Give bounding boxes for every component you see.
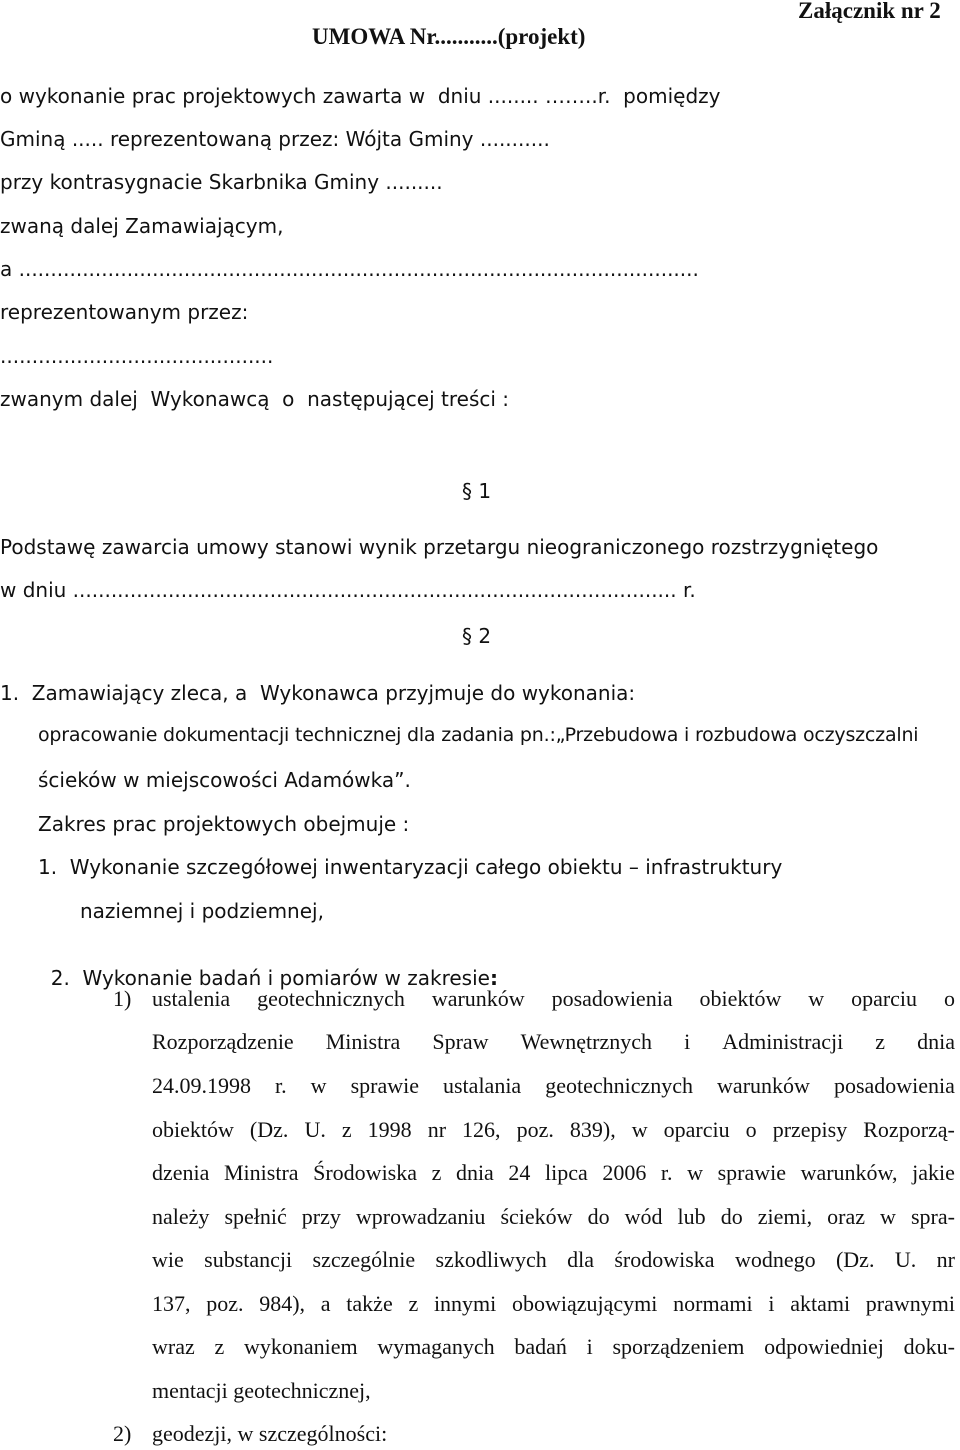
word: wprowadzaniu	[355, 1204, 486, 1229]
intro-line-4: zwaną dalej Zamawiającym,	[0, 214, 284, 238]
sub-item-1-number: 1)	[113, 986, 132, 1011]
section-2-item-1: 1. Zamawiający zleca, a Wykonawca przyjmuje do wykonania:	[0, 681, 636, 705]
word: wymaganych	[377, 1334, 495, 1359]
word: wód	[624, 1204, 663, 1229]
intro-line-8: zwanym dalej Wykonawcą o następującej treści :	[0, 387, 510, 411]
word: ziemi,	[757, 1204, 813, 1229]
word: i	[684, 1029, 691, 1054]
word: 24.09.1998	[152, 1073, 251, 1098]
word: przy	[301, 1204, 341, 1229]
word: spełnić	[224, 1204, 287, 1229]
word: wodnego	[734, 1247, 816, 1272]
intro-line-5: a ...........................................................................................................	[0, 257, 699, 281]
word: (Dz.	[835, 1247, 875, 1272]
word: z	[214, 1334, 225, 1359]
intro-line-7: ...........................................	[0, 344, 274, 368]
word: szczególnie	[312, 1247, 416, 1272]
word: aktami	[790, 1291, 851, 1316]
word: dla	[567, 1247, 594, 1272]
attachment-label: Załącznik nr 2	[798, 0, 941, 23]
word: obowiązującymi	[512, 1291, 658, 1316]
word: z	[431, 1160, 442, 1185]
word: w	[880, 1204, 896, 1229]
word: sprawie	[717, 1160, 786, 1185]
word: 839),	[569, 1117, 616, 1142]
scope-item-2	[38, 942, 498, 990]
word: dnia	[455, 1160, 494, 1185]
word: prawnymi	[865, 1291, 955, 1316]
word: 24	[508, 1160, 531, 1185]
word: obiektów	[699, 986, 782, 1011]
word: posadowienia	[833, 1073, 955, 1098]
word: lipca	[544, 1160, 588, 1185]
word: należy	[152, 1204, 210, 1229]
word: ustalenia	[152, 986, 231, 1011]
word: 126,	[462, 1117, 501, 1142]
word: z	[341, 1117, 352, 1142]
word: ustalania	[443, 1073, 522, 1098]
sub-item-1-line-1	[152, 986, 955, 1012]
word: 137,	[152, 1291, 191, 1316]
word: Środowiska	[313, 1160, 418, 1185]
word: warunków	[431, 986, 525, 1011]
word: i	[768, 1291, 775, 1316]
section-1-mark: § 1	[462, 479, 492, 503]
word: nr	[427, 1117, 447, 1142]
word: nr	[936, 1247, 955, 1272]
word: wraz	[152, 1334, 195, 1359]
sub-item-2-text: geodezji, w szczególności:	[152, 1421, 388, 1446]
section-2-mark: § 2	[462, 624, 492, 648]
word: przepisy	[772, 1117, 848, 1142]
word: 1998	[367, 1117, 412, 1142]
scope-intro: Zakres prac projektowych obejmuje :	[38, 812, 410, 836]
word: warunków	[717, 1073, 810, 1098]
word: sporządzeniem	[612, 1334, 745, 1359]
scope-item-1-line-1: 1. Wykonanie szczegółowej inwentaryzacji całego obiektu – infrastruktury	[38, 855, 783, 879]
section-1-text-line-1: Podstawę zawarcia umowy stanowi wynik przetargu nieograniczonego rozstrzygniętego	[0, 535, 879, 559]
word: badań	[514, 1334, 567, 1359]
word: do	[587, 1204, 610, 1229]
word: Rozporządzenie	[152, 1029, 294, 1054]
word: o	[745, 1117, 757, 1142]
word: normami	[673, 1291, 753, 1316]
word: oparciu	[851, 986, 918, 1011]
sub-item-1-line-3	[152, 1073, 955, 1099]
scope-item-2-text: 2. Wykonanie badań i pomiarów w zakresie	[50, 966, 490, 990]
word: szkodliwych	[435, 1247, 547, 1272]
sub-item-1-line-5	[152, 1160, 955, 1186]
scope-item-1-line-2: naziemnej i podziemnej,	[80, 899, 324, 923]
word: w	[808, 986, 825, 1011]
section-1-text-line-2: w dniu ............................................................................................... r.	[0, 578, 696, 602]
word: U.	[304, 1117, 326, 1142]
word: r.	[275, 1073, 287, 1098]
word: jakie	[912, 1160, 955, 1185]
word: r.	[660, 1160, 673, 1185]
word: o	[943, 986, 955, 1011]
word: Spraw	[432, 1029, 489, 1054]
word: geotechnicznych	[545, 1073, 694, 1098]
word: w	[310, 1073, 327, 1098]
intro-line-6: reprezentowanym przez:	[0, 300, 249, 324]
word: dzenia	[152, 1160, 210, 1185]
word: Rozporzą-	[863, 1117, 955, 1142]
word: 984),	[259, 1291, 306, 1316]
word: posadowienia	[551, 986, 673, 1011]
task-description-line-1: opracowanie dokumentacji technicznej dla zadania pn.:„Przebudowa i rozbudowa oczyszczalni	[38, 724, 919, 746]
word: U.	[894, 1247, 917, 1272]
intro-line-3: przy kontrasygnacie Skarbnika Gminy .........	[0, 170, 443, 194]
word: także	[346, 1291, 393, 1316]
word: Administracji	[722, 1029, 844, 1054]
word: spra-	[910, 1204, 955, 1229]
word: Ministra	[223, 1160, 299, 1185]
word: środowiska	[614, 1247, 715, 1272]
word: poz.	[206, 1291, 244, 1316]
sub-item-1-line-6	[152, 1204, 955, 1230]
sub-item-1-line-9	[152, 1334, 955, 1360]
sub-item-1-line-4	[152, 1117, 955, 1143]
word: z	[875, 1029, 886, 1054]
intro-line-2: Gminą ..... reprezentowaną przez: Wójta Gminy ...........	[0, 127, 550, 151]
word: wie	[152, 1247, 184, 1272]
sub-item-1-last-line: mentacji geotechnicznej,	[152, 1378, 371, 1403]
word: z	[408, 1291, 419, 1316]
word: 2006	[602, 1160, 647, 1185]
sub-item-1-line-2	[152, 1029, 955, 1055]
word: (Dz.	[249, 1117, 289, 1142]
word: do	[720, 1204, 743, 1229]
word: w	[687, 1160, 703, 1185]
word: warunków,	[800, 1160, 898, 1185]
word: innymi	[433, 1291, 497, 1316]
document-title: UMOWA Nr...........(projekt)	[312, 24, 586, 49]
word: odpowiedniej	[764, 1334, 884, 1359]
word: w	[631, 1117, 648, 1142]
intro-line-1: o wykonanie prac projektowych zawarta w dniu ........ ……..r. pomiędzy	[0, 84, 721, 108]
word: ścieków	[500, 1204, 573, 1229]
word: Ministra	[325, 1029, 401, 1054]
word: oraz	[827, 1204, 865, 1229]
sub-item-1-line-7	[152, 1247, 955, 1273]
sub-item-2-number: 2)	[113, 1421, 132, 1446]
word: lub	[677, 1204, 706, 1229]
word: obiektów	[152, 1117, 234, 1142]
sub-item-1-line-8	[152, 1291, 955, 1317]
word: geotechnicznych	[257, 986, 405, 1011]
word: Wewnętrznych	[520, 1029, 653, 1054]
word: substancji	[204, 1247, 293, 1272]
word: wykonaniem	[243, 1334, 358, 1359]
word: i	[586, 1334, 593, 1359]
word: oparciu	[663, 1117, 730, 1142]
word: a	[320, 1291, 331, 1316]
word: poz.	[516, 1117, 554, 1142]
scope-item-2-colon: :	[489, 966, 498, 990]
word: doku-	[903, 1334, 955, 1359]
task-description-line-2: ścieków w miejscowości Adamówka”.	[38, 768, 411, 792]
word: sprawie	[350, 1073, 419, 1098]
word: dnia	[917, 1029, 955, 1054]
